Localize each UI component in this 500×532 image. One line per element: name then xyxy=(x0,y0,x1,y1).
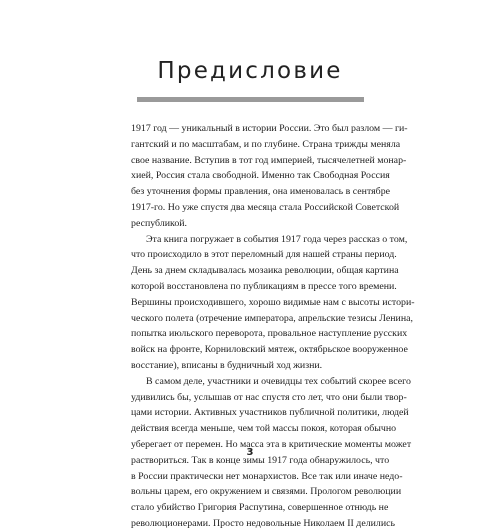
paragraph xyxy=(131,232,415,374)
text-line: войск на фронте, Корниловский мятеж, октябрьское вооруженное xyxy=(131,344,408,356)
text-line: попытка июльского переворота, провальное наступление русских xyxy=(131,328,408,340)
text-line: 1917 год — уникальный в истории России. Это был разлом — ги- xyxy=(131,123,408,134)
body-text xyxy=(131,121,415,532)
text-line: восстание), вписаны в будничный ход жизни. xyxy=(131,359,323,371)
text-line: что происходило в этот переломный для нашей страны период. xyxy=(131,249,397,261)
text-line: ческого полета (отречение императора, апрельские тезисы Ленина, xyxy=(131,312,413,324)
text-line: без уточнения формы правления, она именовалась в сентябре xyxy=(131,186,391,198)
text-line: в России практически нет монархистов. Все так или иначе недо- xyxy=(131,470,403,482)
text-line: уберегает от перемен. Но масса эта в критические моменты может xyxy=(131,438,412,450)
text-line: вольны царем, его окружением и связями. Прологом революции xyxy=(131,486,402,498)
text-line: которой восстановлена по публикациям в прессе того времени. xyxy=(131,280,397,292)
text-line: Вершины происходившего, хорошо видимые нам с высоты истори- xyxy=(131,296,415,308)
text-line: цами истории. Активных участников публичной политики, людей xyxy=(131,407,409,419)
text-line: удивились бы, услышав от нас спустя сто лет, что они были твор- xyxy=(131,391,407,403)
text-line: хией, Россия стала свободной. Именно так Свободная Россия xyxy=(131,170,390,182)
text-line: революционерами. Просто недовольные Николаем II делились xyxy=(131,517,396,529)
text-line: Эта книга погружает в события 1917 года через рассказ о том, xyxy=(146,233,408,245)
page-number: 3 xyxy=(246,447,254,458)
text-line: В самом деле, участники и очевидцы тех событий скорее всего xyxy=(146,375,411,387)
text-line: гантский и по масштабам, и по глубине. Страна трижды меняла xyxy=(131,138,401,150)
title-underline-rule xyxy=(137,97,364,102)
text-line: действия всегда меньше, чем той массы покоя, которая обычно xyxy=(131,423,397,435)
chapter-title: Предисловие xyxy=(157,58,343,84)
text-line: республикой. xyxy=(131,217,188,229)
paragraph xyxy=(131,121,408,232)
text-line: 1917-го. Но уже спустя два месяца стала Российской Советской xyxy=(131,201,400,213)
text-line: День за днем складывалась мозаика революции, общая картина xyxy=(131,265,399,277)
text-line: свое название. Вступив в тот год империей, тысячелетней монар- xyxy=(131,154,407,166)
text-line: раствориться. Так в конце зимы 1917 года обнаружилось, что xyxy=(131,454,390,466)
text-line: стало убийство Григория Распутина, совершенное отнюдь не xyxy=(131,502,389,514)
